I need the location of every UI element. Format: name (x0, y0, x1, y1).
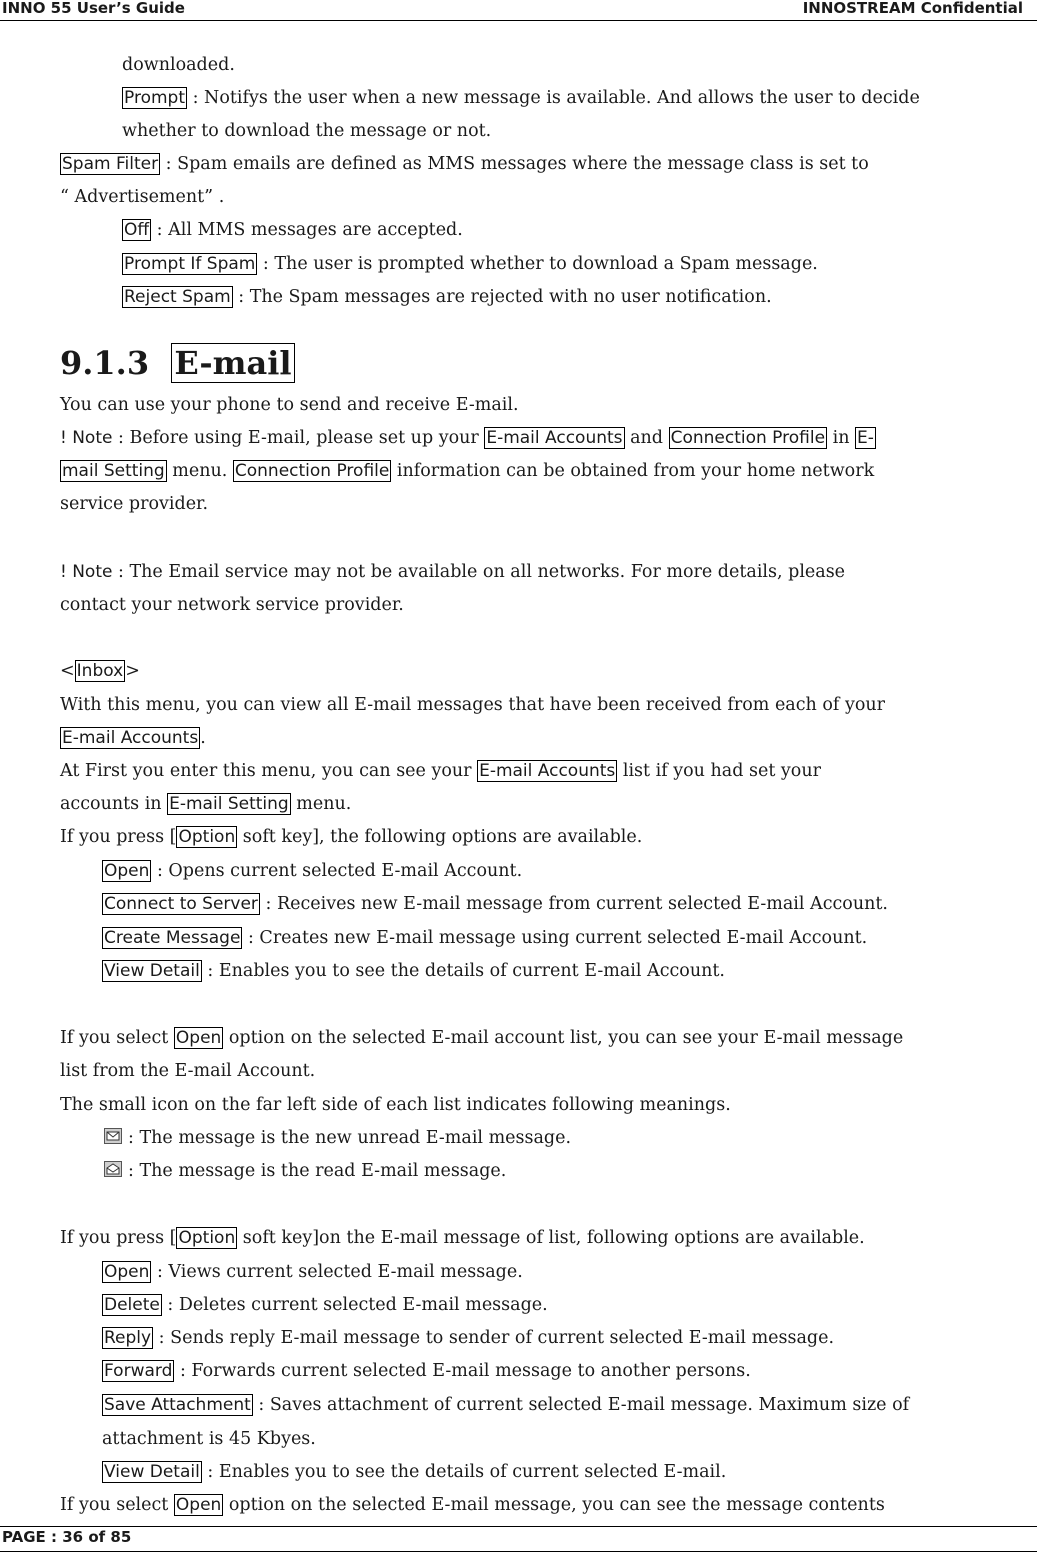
list-item: Open : Opens current selected E-mail Account. (104, 861, 523, 881)
note-label: ! Note (60, 428, 113, 448)
term-prompt: Prompt (124, 88, 185, 108)
text-line: mail Setting menu. Connection Profile information can be obtained from your home network (62, 461, 875, 481)
term-open: Open (104, 1262, 150, 1282)
list-item: Delete : Deletes current selected E-mail message. (104, 1295, 548, 1315)
term-connection-profile: Connection Profile (234, 461, 390, 481)
term-open: Open (175, 1495, 222, 1515)
list-item: Create Message : Creates new E-mail message using current selected E-mail Account. (104, 928, 868, 948)
text-line: The small icon on the far left side of each list indicates following meanings. (60, 1095, 731, 1115)
term-spam-filter: Spam Filter (62, 154, 159, 174)
text-line: “ Advertisement” . (60, 187, 225, 207)
term-email-setting: mail Setting (62, 461, 165, 481)
page-number: PAGE : 36 of 85 (2, 1528, 132, 1546)
term-reject-spam: Reject Spam (124, 287, 231, 307)
list-item: View Detail : Enables you to see the details of current selected E-mail. (104, 1462, 727, 1482)
text-line: Spam Filter : Spam emails are defined as MMS messages where the message class is set to (62, 154, 869, 174)
text-line: E-mail Accounts . (62, 728, 206, 748)
term-prompt-if-spam: Prompt If Spam (124, 254, 256, 274)
text-line: If you select Open option on the selected E-mail message, you can see the message contents (60, 1495, 885, 1515)
list-item: Reply : Sends reply E-mail message to sender of current selected E-mail message. (104, 1328, 835, 1348)
term-email-accounts: E-mail Accounts (486, 428, 623, 448)
unread-mail-icon (104, 1128, 122, 1144)
term-forward: Forward (104, 1361, 173, 1381)
term-email-accounts: E-mail Accounts (479, 761, 616, 781)
text-line: accounts in E-mail Setting menu. (60, 794, 352, 814)
page-header (0, 0, 1037, 21)
term-connection-profile: Connection Profile (670, 428, 826, 448)
list-item: Forward : Forwards current selected E-mail message to another persons. (104, 1361, 751, 1381)
text-line: list from the E-mail Account. (60, 1061, 316, 1081)
text-line: attachment is 45 Kbyes. (102, 1429, 316, 1449)
term-delete: Delete (104, 1295, 160, 1315)
list-item: Save Attachment : Saves attachment of current selected E-mail message. Maximum size of (104, 1395, 910, 1415)
list-item: View Detail : Enables you to see the details of current E-mail Account. (104, 961, 725, 981)
read-mail-icon (104, 1161, 122, 1177)
text-line: If you press [ Option soft key]on the E-mail message of list, following options are available. (60, 1228, 865, 1248)
term-email-setting: E- (857, 428, 874, 448)
text-line: Reject Spam : The Spam messages are rejected with no user notification. (124, 287, 772, 307)
term-open: Open (175, 1028, 222, 1048)
term-view-detail: View Detail (104, 1462, 200, 1482)
text-line: contact your network service provider. (60, 595, 404, 615)
text-line: If you press [ Option soft key], the following options are available. (60, 827, 643, 847)
text-line: ! Note : The Email service may not be available on all networks. For more details, please (60, 562, 846, 582)
term-option: Option (178, 1228, 236, 1248)
term-connect-to-server: Connect to Server (104, 894, 258, 914)
text-line: Prompt : Notifys the user when a new message is available. And allows the user to decide (124, 88, 920, 108)
note-label: ! Note (60, 562, 113, 582)
text-line: service provider. (60, 494, 209, 514)
list-item: : The message is the read E-mail message. (104, 1159, 506, 1183)
page-footer (0, 1526, 1037, 1552)
text-line: whether to download the message or not. (122, 121, 492, 141)
term-save-attachment: Save Attachment (104, 1395, 251, 1415)
text-line: At First you enter this menu, you can see your E-mail Accounts list if you had set your (60, 761, 821, 781)
term-email-setting: E-mail Setting (169, 794, 289, 814)
term-inbox: Inbox (76, 661, 124, 681)
section-title: E-mail (171, 343, 294, 383)
text-line: < Inbox > (60, 661, 140, 681)
text-line: With this menu, you can view all E-mail messages that have been received from each of your (60, 695, 886, 715)
section-heading: 9.1.3 E-mail (60, 343, 295, 383)
text-line: downloaded. (122, 55, 235, 75)
text-line: Prompt If Spam : The user is prompted whether to download a Spam message. (124, 254, 818, 274)
list-item: : The message is the new unread E-mail message. (104, 1126, 571, 1150)
text-line: If you select Open option on the selected E-mail account list, you can see your E-mail message (60, 1028, 904, 1048)
term-off: Off (124, 220, 150, 240)
term-open: Open (104, 861, 150, 881)
doc-title: INNO 55 User’s Guide (2, 0, 185, 17)
term-view-detail: View Detail (104, 961, 200, 981)
term-email-accounts: E-mail Accounts (62, 728, 199, 748)
term-create-message: Create Message (104, 928, 241, 948)
list-item: Connect to Server : Receives new E-mail message from current selected E-mail Account. (104, 894, 888, 914)
text-line: ! Note : Before using E-mail, please set up your E-mail Accounts and Connection Profile in E- (60, 428, 874, 448)
list-item: Open : Views current selected E-mail message. (104, 1262, 523, 1282)
confidential-label: INNOSTREAM Confidential (802, 0, 1023, 17)
text-line: Off : All MMS messages are accepted. (124, 220, 463, 240)
text-line: You can use your phone to send and receive E-mail. (60, 395, 519, 415)
term-option: Option (178, 827, 236, 847)
term-reply: Reply (104, 1328, 152, 1348)
